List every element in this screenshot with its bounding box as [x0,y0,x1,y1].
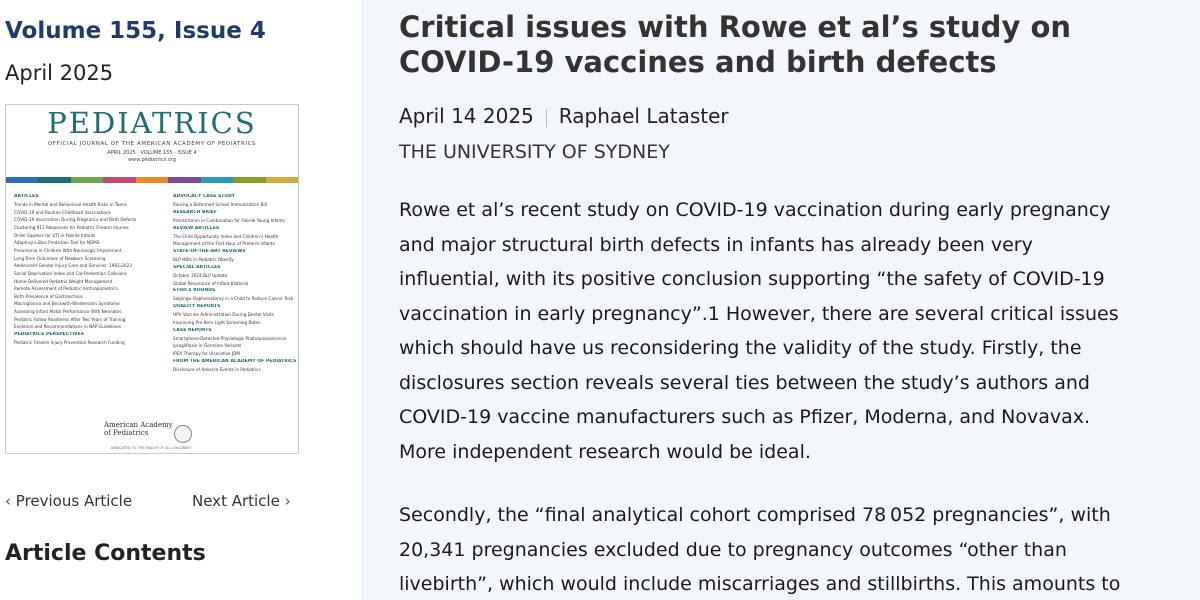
cover-toc-item: Order Equities for UTI in Febrile Infants [14,232,96,238]
cover-toc-item: Disclosure of Adverse Events in Pediatrics [173,366,261,372]
cover-toc-item: Long-Term Outcomes of Newborn Screening [14,255,106,261]
cover-org-name [104,421,173,438]
author-affiliation: THE UNIVERSITY OF SYDNEY [399,141,670,163]
journal-cover-image[interactable] [5,104,299,454]
cover-toc-item: Home-Delivered Pediatric Weight Management [14,278,113,284]
cover-toc-item: Raising a Bottomed School Immunization Bill [173,202,267,208]
cover-toc-item: Evidence and Recommendations in NAP Guidelines [14,324,121,330]
cover-toc-item: Birth Prevalence of Gastroschisis [14,293,83,299]
cover-org-line2: of Pediatrics [104,429,149,438]
chevron-right-icon: › [284,492,291,510]
paragraph-line: disclosures section reveals several ties between the study’s authors and [399,371,1090,394]
paragraph-line: and major structural birth defects in infants has already been very [399,233,1033,256]
cover-stripe [168,177,200,183]
cover-stripe [103,177,135,183]
cover-issue-meta: APRIL 2025 · VOLUME 155 · ISSUE 4 [107,150,197,156]
article-contents-heading: Article Contents [5,541,206,566]
cover-stripe [266,177,298,183]
cover-stripe [38,177,70,183]
paragraph-line: influential, with its positive conclusion supporting “the safety of COVID-19 [399,268,1105,290]
cover-color-stripes [6,177,298,183]
article-main [362,0,1200,600]
previous-article-label: Previous Article [15,492,133,510]
cover-subtitle: OFFICIAL JOURNAL OF THE AMERICAN ACADEMY OF PEDIATRICS [47,141,257,147]
paragraph-line: Secondly, the “final analytical cohort comprised 78 052 pregnancies”, with [399,504,1111,526]
paragraph-line: livebirth”, which would include miscarriages and stillbirths. This amounts to [399,573,1121,595]
cover-dedication: DEDICATED TO THE HEALTH OF ALL CHILDREN™ [110,446,194,450]
cover-toc-item: Management of the First Hour of Preterm Infants [173,241,275,247]
cover-toc-section: FROM THE AMERICAN ACADEMY OF PEDIATRICS [173,358,297,364]
cover-toc-section: ADVOCACY CASE STUDY [173,194,235,199]
paragraph-line: 20,341 pregnancies excluded due to pregnancy outcomes “other than [399,538,1067,561]
cover-toc-item: October 2024 BLP Update [173,272,228,278]
next-article-label: Next Article [192,492,280,510]
cover-toc-section: ARTICLES [14,194,39,199]
article-author-link[interactable]: Raphael Lataster [558,104,729,128]
cover-toc-item: Adapting a Bias Prediction Tool for NDMS [14,240,100,246]
cover-toc-item: Global Resonance of Infant Bilateral [173,280,249,286]
cover-toc-item: COVID-19 and Routine Childhood Vaccinations [14,209,111,215]
cover-toc-item: Salpingo-Oophorectomy in a Child to Reduce Cancer Risk [173,296,294,302]
issue-date: April 2025 [5,61,114,85]
cover-toc-item: Macroglossia and Beckwith-Wiedemann Syndrome [14,301,120,307]
cover-stripe [201,177,233,183]
article-paragraph-2 [399,498,1199,600]
cover-toc-section: STATE-OF-THE-ART REVIEWS [173,249,246,255]
cover-toc-section: RESEARCH BRIEF [173,209,218,215]
cover-title: PEDIATRICS [47,106,257,140]
paragraph-line: Rowe et al’s recent study on COVID-19 vaccination during early pregnancy [399,199,1111,221]
previous-article-link[interactable] [5,492,132,510]
article-title: Critical issues with Rowe et al’s study on COVID-19 vaccines and birth defects [399,10,1072,79]
cover-toc-item: Improving Pre-Item Light Screening Rates [173,319,261,325]
cover-toc-item: BLP HBts in Pediatric Obesity [173,257,234,263]
meta-divider [546,109,547,127]
cover-stripe [6,177,38,183]
issue-volume-link[interactable]: Volume 155, Issue 4 [5,18,266,44]
cover-stripe [136,177,168,183]
cover-toc-section: SPECIAL ARTICLES [173,264,221,270]
paragraph-line: which should have us reconsidering the validity of the study. Firstly, the [399,337,1082,359]
cover-toc-section: PEDIATRICS PERSPECTIVES [14,332,85,338]
cover-toc-item: Adolescent Gender Injury Care and Services: 1992-2023 [14,263,132,269]
cover-toc-section: CASE REPORTS [173,327,212,333]
cover-toc-item: Smartphone-Detected Physiologic Photoluminescence [173,335,287,341]
cover-toc-item: Trends in Mental and Behavioral Health Risks in Teens [14,202,127,208]
cover-toc-item: Ipragliflozin in Germline Variants [173,343,242,349]
cover-toc-item: Procalcitonin in Combination for Febrile Young Infants [173,217,285,223]
cover-toc-item: Remote Assessment of Pediatric Anthropometrics [14,286,118,292]
cover-stripe [233,177,265,183]
chevron-left-icon: ‹ [5,492,11,510]
cover-toc-item: Pediatric Follow Readiness After Two Years of Training [14,316,126,322]
cover-toc-item: Pneumonia in Children With Neurologic Impairment [14,248,122,253]
article-date: April 14 2025 [399,104,534,128]
cover-toc-item: Clustering 911 Responses for Pediatric Firearm Injuries [14,225,129,231]
cover-toc-item: COVID-19 Vaccination During Pregnancy and Birth Defects [14,217,137,223]
aap-seal-icon [174,425,192,443]
cover-toc-section: QUALITY REPORTS [173,304,221,310]
cover-website: www.pediatrics.org [128,157,176,163]
cover-org-line1: American Academy [104,421,173,429]
cover-toc-left [14,193,144,348]
cover-toc-item: HPV Vaccine Administration During Dental Visits [173,312,274,318]
cover-toc-item: Assessing Infant Motor Performance With Neonates [14,309,122,315]
cover-stripe [71,177,103,183]
paragraph-line: More independent research would be ideal. [399,440,811,463]
paragraph-line: COVID-19 vaccine manufacturers such as Pfizer, Moderna, and Novavax. [399,406,1091,428]
cover-toc-item: Social Deprivation Index and Car-Pedestrian Collisions [14,270,128,276]
cover-toc-item: IPEX Therapy for Ulcerative JDM [173,350,240,356]
cover-toc-section: ETHICS ROUNDS [173,288,216,294]
cover-toc-item: Pediatric Firearm Injury Prevention Research Funding [14,340,125,346]
paragraph-line: vaccination in early pregnancy”.1 However, there are several critical issues [399,302,1119,325]
next-article-link[interactable] [192,492,291,510]
issue-sidebar [0,0,362,600]
cover-toc-section: REVIEW ARTICLES [173,225,220,231]
cover-toc-right [173,193,299,374]
article-meta [399,104,729,128]
cover-toc-item: The Child Opportunity Index and Children's Health [173,233,279,239]
article-paragraph-1 [399,193,1199,469]
